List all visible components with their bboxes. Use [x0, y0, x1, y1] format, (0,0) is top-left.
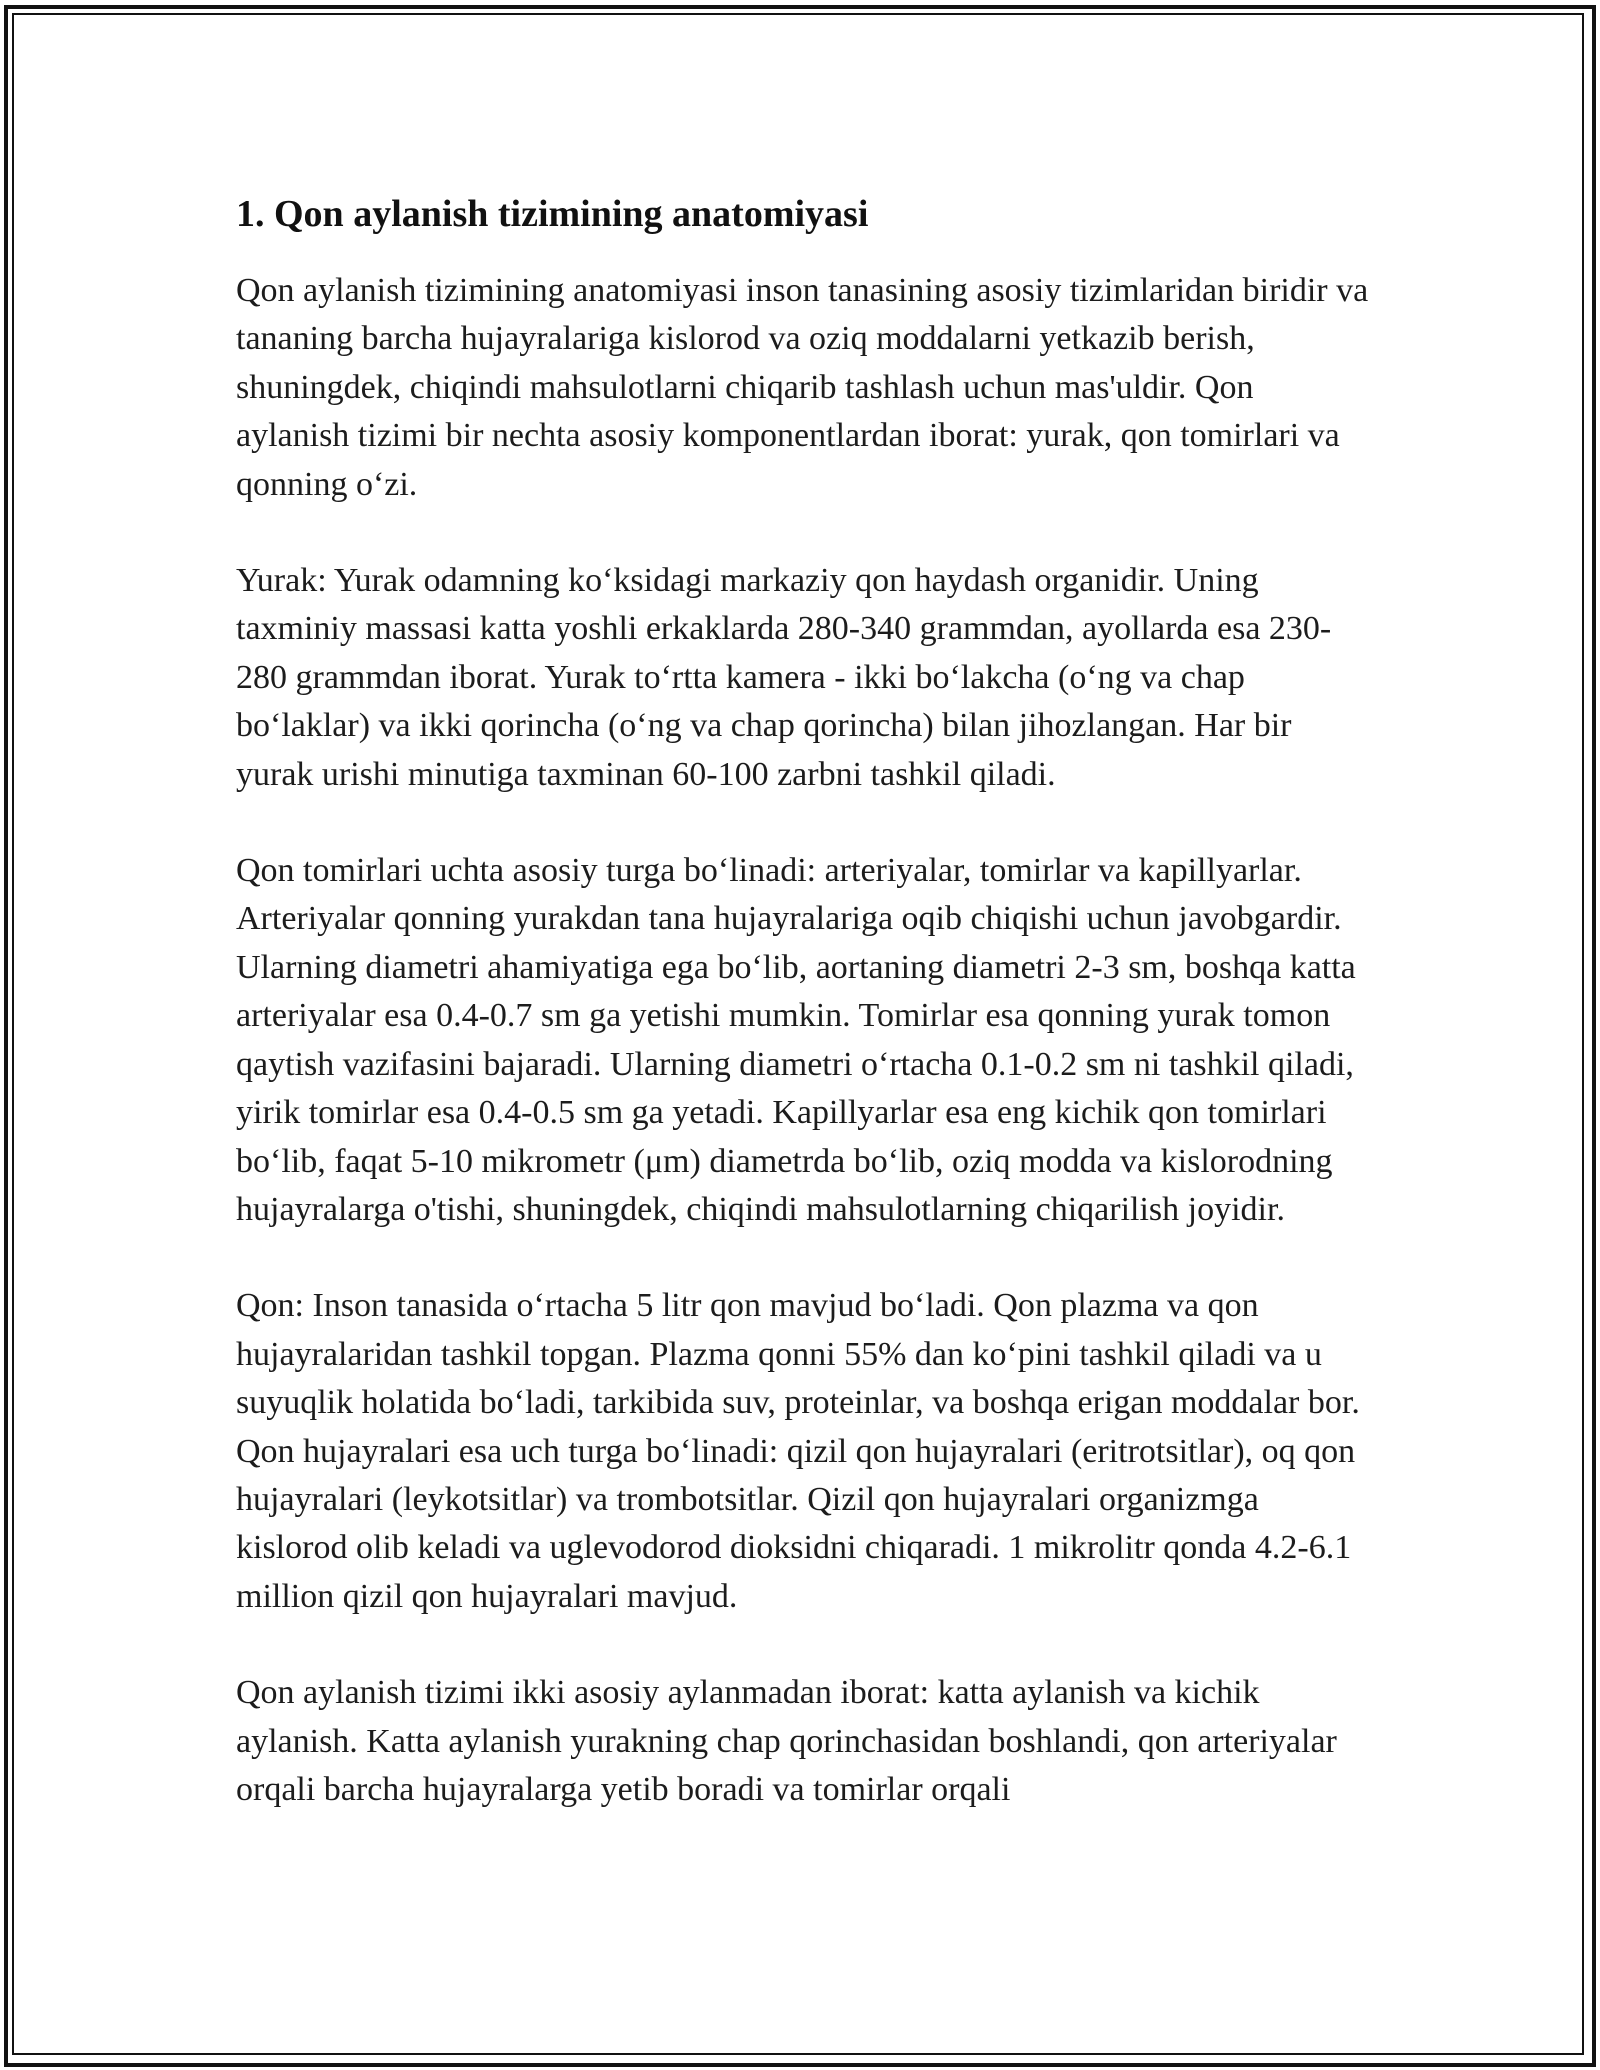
document-body [236, 187, 1372, 1862]
paragraph-blood: Qon: Inson tanasida o‘rtacha 5 litr qon mavjud bo‘ladi. Qon plazma va qon hujayralaridan tashkil topgan. Plazma qonni 55% dan ko‘pini tashkil qiladi va u suyuqlik holatida bo‘ladi, tarkibida suv, proteinlar, va boshqa erigan moddalar bor. Qon hujayralari esa uch turga bo‘linadi: qizil qon hujayralari (eritrotsitlar), oq qon hujayralari (leykotsitlar) va trombotsitlar. Qizil qon hujayralari organizmga kislorod olib keladi va uglevodorod dioksidni chiqaradi. 1 mikrolitr qonda 4.2-6.1 million qizil qon hujayralari mavjud. [236, 1287, 1360, 1615]
paragraph-intro: Qon aylanish tizimining anatomiyasi inson tanasining asosiy tizimlaridan biridir va tananing barcha hujayralariga kislorod va oziq moddalarni yetkazib berish, shuningdek, chiqindi mahsulotlarni chiqarib tashlash uchun mas'uldir. Qon aylanish tizimi bir nechta asosiy komponentlardan iborat: yurak, qon tomirlari va qonning o‘zi. [236, 272, 1369, 503]
paragraph-circulation: Qon aylanish tizimi ikki asosiy aylanmadan iborat: katta aylanish va kichik aylanish. Katta aylanish yurakning chap qorinchasidan boshlandi, qon arteriyalar orqali barcha hujayralarga yetib boradi va tomirlar orqali [236, 1674, 1337, 1808]
paragraph-blood-vessels: Qon tomirlari uchta asosiy turga bo‘linadi: arteriyalar, tomirlar va kapillyarlar. Arteriyalar qonning yurakdan tana hujayralariga oqib chiqishi uchun javobgardir. Ularning diametri ahamiyatiga ega bo‘lib, aortaning diametri 2-3 sm, boshqa katta arteriyalar esa 0.4-0.7 sm ga yetishi mumkin. Tomirlar esa qonning yurak tomon qaytish vazifasini bajaradi. Ularning diametri o‘rtacha 0.1-0.2 sm ni tashkil qiladi, yirik tomirlar esa 0.4-0.5 sm ga yetadi. Kapillyarlar esa eng kichik qon tomirlari bo‘lib, faqat 5-10 mikrometr (μm) diametrda bo‘lib, oziq modda va kislorodning hujayralarga o'tishi, shuningdek, chiqindi mahsulotlarning chiqarilish joyidir. [236, 852, 1356, 1228]
section-title: 1. Qon aylanish tizimining anatomiyasi [236, 193, 869, 235]
paragraph-heart: Yurak: Yurak odamning ko‘ksidagi markaziy qon haydash organidir. Uning taxminiy massasi katta yoshli erkaklarda 280-340 grammdan, ayollarda esa 230-280 grammdan iborat. Yurak to‘rtta kamera - ikki bo‘lakcha (o‘ng va chap bo‘laklar) va ikki qorincha (o‘ng va chap qorincha) bilan jihozlangan. Har bir yurak urishi minutiga taxminan 60-100 zarbni tashkil qiladi. [236, 562, 1332, 793]
